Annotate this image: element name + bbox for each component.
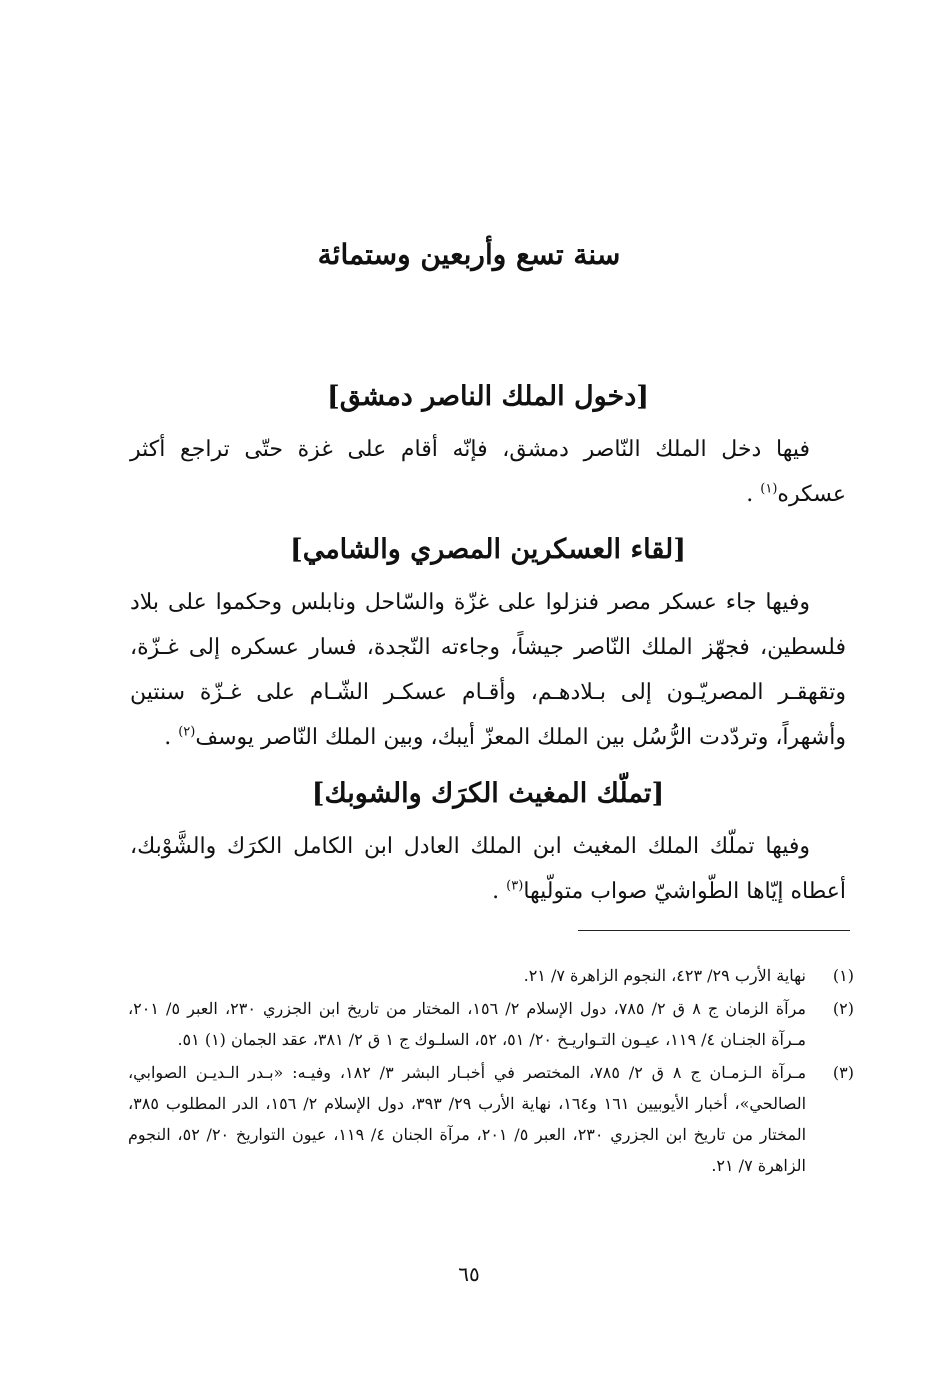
section-entry-damascus xyxy=(130,375,846,517)
footnote-2 xyxy=(128,993,854,1055)
footnote-text: نهاية الأرب ٢٩/ ٤٢٣، النجوم الزاهرة ٧/ ٢١. xyxy=(523,966,806,985)
section-heading: [دخول الملك الناصر دمشق] xyxy=(326,381,650,412)
paragraph-text: وفيها جاء عسكر مصر فنزلوا على غزّة والسّاحل ونابلس وحكموا على بلاد فلسطين، فجهّز الملك النّاصر جيشاً، وجاءته النّجدة، فسار عسكره إلى غـزّة، وتقهقـر المصريّـون إلى بـلادهـم، وأقـام عسكـر الشّـام على غـزّة سنتين وأشهراً، وتردّدت الرُّسُل بين الملك المعزّ أيبك، وبين الملك النّاصر يوسف xyxy=(130,590,846,750)
page-number: ٦٥ xyxy=(458,1262,480,1286)
footnote-number: (١) xyxy=(832,966,854,985)
section-paragraph xyxy=(130,580,846,760)
section-paragraph xyxy=(130,824,846,914)
paragraph-text: فيها دخل الملك النّاصر دمشق، فإنّه أقام على غزة حتّى تراجع أكثر عسكره xyxy=(130,437,846,507)
section-paragraph xyxy=(130,427,846,517)
footnote-ref: (٢) xyxy=(178,724,196,740)
footnote-1 xyxy=(128,960,854,991)
footnote-3 xyxy=(128,1057,854,1181)
footnote-number: (٣) xyxy=(832,1063,854,1082)
footnote-ref: (١) xyxy=(760,481,778,497)
footnote-text: مرآة الزمان ج ٨ ق ٢/ ٧٨٥، دول الإسلام ٢/ ١٥٦، المختار من تاريخ ابن الجزري ٢٣٠، العبر ٥/ ٢٠١، مـرآة الجنـان ٤/ ١١٩، عيـون التـواريـخ ٢٠/ ٥١، ٥٢، السلـوك ج ١ ق ٢/ ٣٨١، عقد الجمان (١) ٥١. xyxy=(128,999,806,1049)
section-mughith-karak xyxy=(130,772,846,914)
footnote-text: مـرآة الـزمـان ج ٨ ق ٢/ ٧٨٥، المختصر في أخبـار البشر ٣/ ١٨٢، وفيـه: «بـدر الـديـن الصوابي، الصالحي»، أخبار الأيوبيين ١٦١ و١٦٤، نهاية الأرب ٢٩/ ٣٩٣، دول الإسلام ٢/ ١٥٦، الدر المطلوب ٣٨٥، المختار من تاريخ ابن الجزري ٢٣٠، العبر ٥/ ٢٠١، مرآة الجنان ٤/ ١١٩، عيون التواريخ ٢٠/ ٥٢، النجوم الزاهرة ٧/ ٢١. xyxy=(128,1063,807,1175)
paragraph-end: . xyxy=(164,725,172,750)
section-heading: [تملّك المغيث الكرَك والشوبك] xyxy=(311,778,665,809)
paragraph-end: . xyxy=(492,879,500,904)
footnotes xyxy=(128,960,854,1183)
year-title: سنة تسع وأربعين وستمائة xyxy=(317,238,621,271)
footnote-separator xyxy=(578,930,850,931)
paragraph-text: وفيها تملّك الملك المغيث ابن الملك العادل ابن الكامل الكرَك والشَّوْبك، أعطاه إيّاها الطّواشيّ صواب متولّيها xyxy=(130,834,846,904)
section-heading: [لقاء العسكرين المصري والشامي] xyxy=(289,534,687,565)
paragraph-end: . xyxy=(746,482,754,507)
section-armies-meeting xyxy=(130,528,846,760)
footnote-number: (٢) xyxy=(832,999,854,1018)
footnote-ref: (٣) xyxy=(506,878,524,894)
